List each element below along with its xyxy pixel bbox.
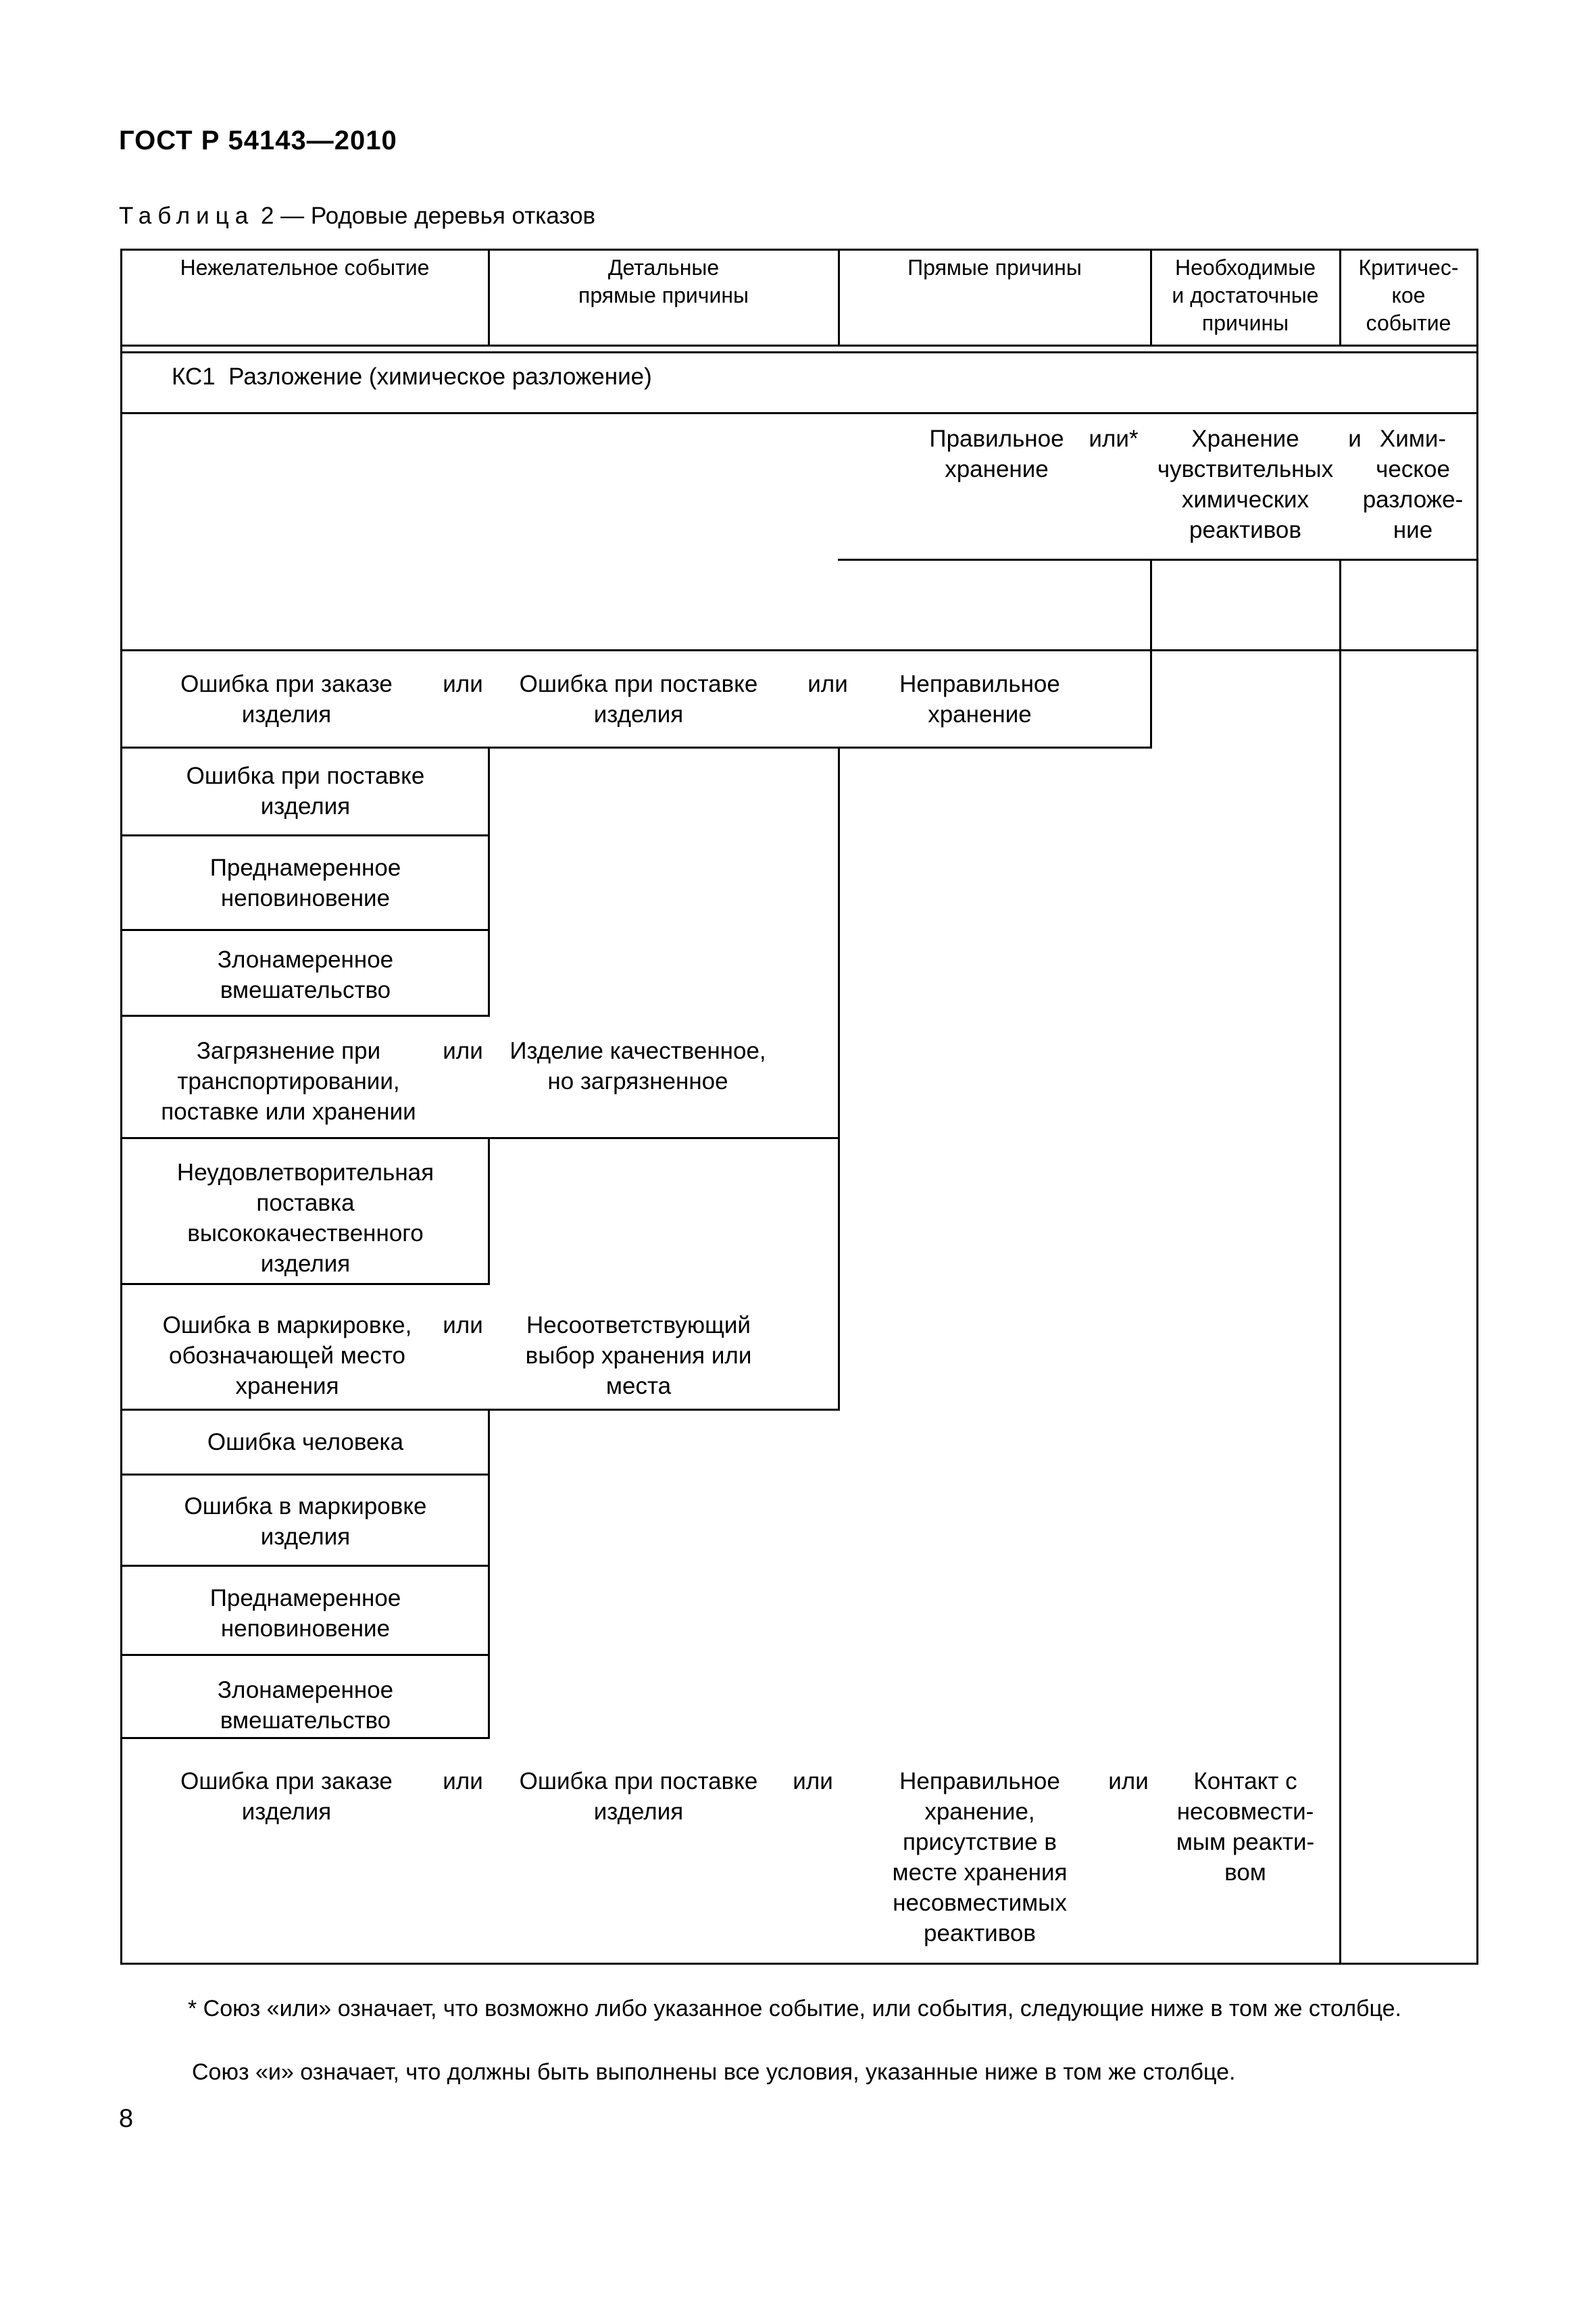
table-top-border <box>120 249 1478 251</box>
row5-undesired-event: Загрязнение при транспортировании, поставке или хранении <box>161 1038 416 1125</box>
section-title: КС1 Разложение (химическое разложение) <box>172 363 652 390</box>
table-caption-title: 2 — Родовые деревья отказов <box>260 203 596 229</box>
header-separator-4 <box>1339 249 1341 346</box>
row11-undesired-event: Злонамеренное вмешательство <box>217 1677 394 1734</box>
row1-direct-cause: Неправильное хранение <box>899 671 1060 728</box>
row-rule-2 <box>120 834 490 836</box>
row-rule-7 <box>120 1409 840 1411</box>
top-critical-event: Хими- ческое разложе- ние <box>1362 426 1464 543</box>
row12-detailed-cause: Ошибка при поставке изделия <box>519 1768 758 1825</box>
row12-undesired-event: Ошибка при заказе изделия <box>180 1768 393 1825</box>
top-direct-cause: Правильное хранение <box>929 426 1064 482</box>
page-number: 8 <box>119 2105 134 2133</box>
row7-undesired-event: Ошибка в маркировке, обозначающей место хранения <box>162 1312 412 1399</box>
row-rule-11 <box>120 1737 490 1739</box>
row-rule-1 <box>120 747 1152 749</box>
row12-necessary-cause: Контакт с несовмести- мым реакти- вом <box>1176 1768 1315 1886</box>
group3-sep <box>488 1409 490 1738</box>
group1-sep-a <box>488 747 490 1017</box>
footnote-or-text: * Союз «или» означает, что возможно либо указанное событие, или события, следующие ниже в том же столбце. <box>188 1996 1401 2021</box>
row6-undesired-event: Неудовлетворительная поставка высококачественного изделия <box>176 1159 434 1277</box>
row12-direct-cause: Неправильное хранение, присутствие в месте хранения несовместимых реактивов <box>892 1768 1068 1946</box>
header-undesired-event: Нежелательное событие <box>180 255 430 280</box>
group1-sep-b <box>838 747 840 1411</box>
header-critical-event: Критичес- кое событие <box>1358 255 1459 335</box>
row12-or-3: или <box>1108 1768 1149 1794</box>
header-direct-causes: Прямые причины <box>907 255 1082 280</box>
table-bottom-border <box>120 1963 1478 1965</box>
row-rule-6 <box>120 1283 490 1285</box>
row3-undesired-event: Преднамеренное неповиновение <box>209 855 401 911</box>
row1-or-2: или <box>807 671 848 697</box>
footnote-or <box>119 1993 1477 2024</box>
top-and-marker: и <box>1348 426 1362 452</box>
row1-right-sep <box>1150 649 1152 748</box>
top-block-sep-1 <box>1150 559 1152 651</box>
row-rule-4 <box>120 1015 490 1017</box>
row8-undesired-event: Ошибка человека <box>207 1429 404 1455</box>
footnote-and-text: Союз «и» означает, что должны быть выполнены все условия, указанные ниже в том же столбце. <box>192 2059 1236 2085</box>
row9-undesired-event: Ошибка в маркировке изделия <box>184 1493 427 1550</box>
row1-undesired-event: Ошибка при заказе изделия <box>180 671 393 728</box>
row-rule-8 <box>120 1474 490 1476</box>
row1-detailed-cause: Ошибка при поставке изделия <box>519 671 758 728</box>
header-necessary-sufficient: Необходимые и достаточные причины <box>1172 255 1319 335</box>
row1-or-1: или <box>443 671 483 697</box>
table-left-border <box>120 249 122 1965</box>
standard-designation: ГОСТ Р 54143—2010 <box>119 126 397 155</box>
row-rule-10 <box>120 1654 490 1656</box>
table-caption-word: Таблица <box>119 203 255 229</box>
header-separator-2 <box>838 249 840 346</box>
row-rule-9 <box>120 1565 490 1567</box>
footnote-and <box>119 2057 1477 2088</box>
row7-detailed-cause: Несоответствующий выбор хранения или места <box>525 1312 752 1399</box>
table-caption <box>119 203 595 230</box>
row-rule-3 <box>120 929 490 931</box>
row12-or-2: или <box>793 1768 833 1794</box>
section-rule <box>120 412 1478 414</box>
group2-sep <box>488 1137 490 1284</box>
row10-undesired-event: Преднамеренное неповиновение <box>209 1585 401 1642</box>
header-detailed-direct-causes: Детальные прямые причины <box>578 255 749 307</box>
row2-undesired-event: Ошибка при поставке изделия <box>186 763 425 820</box>
header-separator-3 <box>1150 249 1152 346</box>
row12-or-1: или <box>443 1768 483 1794</box>
header-rule-1 <box>120 345 1478 347</box>
row7-or-1: или <box>443 1312 483 1338</box>
row5-or-1: или <box>443 1038 483 1064</box>
header-separator-1 <box>488 249 490 346</box>
header-rule-2 <box>120 351 1478 353</box>
top-block-rule <box>838 559 1478 561</box>
top-or-marker: или* <box>1089 426 1139 452</box>
top-necessary-cause: Хранение чувствительных химических реактивов <box>1157 426 1334 543</box>
row-rule-0 <box>120 649 1478 651</box>
row4-undesired-event: Злонамеренное вмешательство <box>217 947 394 1003</box>
row-rule-5 <box>120 1137 840 1139</box>
row5-detailed-cause: Изделие качественное, но загрязненное <box>509 1038 766 1095</box>
top-block-sep-2 <box>1339 559 1341 1964</box>
